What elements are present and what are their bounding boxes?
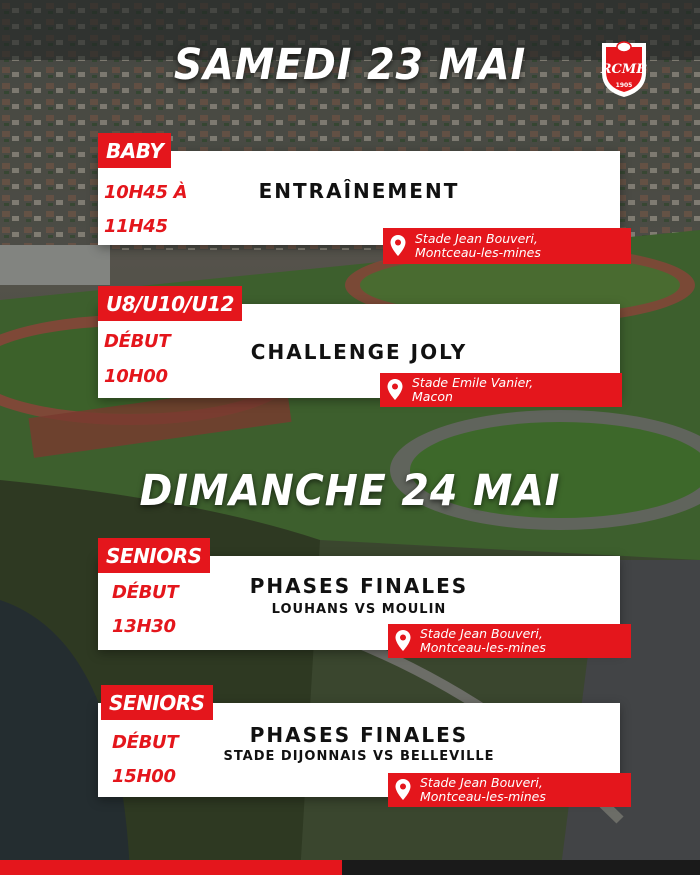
category-badge: SENIORS — [98, 538, 210, 573]
location-pin-icon — [394, 778, 412, 802]
venue-line1: Stade Jean Bouveri, — [420, 626, 543, 641]
event-subtitle: STADE DIJONNAIS VS BELLEVILLE — [223, 749, 495, 764]
location-pin-icon — [394, 629, 412, 653]
event-time-line1: DÉBUT — [112, 582, 179, 603]
event-time-line1: DÉBUT — [104, 331, 171, 352]
bottom-bar-accent — [0, 860, 342, 875]
venue-line2: Macon — [412, 389, 453, 404]
venue-line2: Montceau-les-mines — [420, 640, 546, 655]
venue-line1: Stade Jean Bouveri, — [420, 775, 543, 790]
venue-line1: Stade Emile Vanier, — [412, 375, 534, 390]
event-time-line2: 13H30 — [112, 616, 176, 637]
venue-box — [383, 228, 631, 264]
venue-line2: Montceau-les-mines — [420, 789, 546, 804]
event-title: PHASES FINALES — [249, 723, 469, 747]
event-subtitle: LOUHANS VS MOULIN — [271, 602, 447, 617]
category-badge: SENIORS — [101, 685, 213, 720]
category-badge: BABY — [98, 133, 171, 168]
location-pin-icon — [386, 378, 404, 402]
venue-line1: Stade Jean Bouveri, — [415, 231, 538, 246]
logo-text: RCMB — [600, 62, 648, 77]
event-time-line2: 11H45 — [104, 216, 168, 237]
category-badge: U8/U10/U12 — [98, 286, 242, 321]
event-title: PHASES FINALES — [249, 574, 469, 598]
event-time-line2: 15H00 — [112, 766, 176, 787]
location-pin-icon — [389, 234, 407, 258]
venue-line2: Montceau-les-mines — [415, 245, 541, 260]
day-title-saturday: SAMEDI 23 MAI — [173, 40, 527, 90]
day-title-sunday: DIMANCHE 24 MAI — [139, 466, 561, 516]
event-title: CHALLENGE JOLY — [250, 340, 468, 364]
bottom-bar — [0, 860, 700, 875]
event-time-line2: 10H00 — [104, 366, 168, 387]
venue-box — [388, 624, 631, 658]
venue-box — [388, 773, 631, 807]
venue-box — [380, 373, 622, 407]
event-title: ENTRAÎNEMENT — [258, 179, 460, 203]
event-time-line1: DÉBUT — [112, 732, 179, 753]
logo-year: 1905 — [615, 82, 633, 89]
event-time-line1: 10H45 À — [104, 182, 188, 203]
